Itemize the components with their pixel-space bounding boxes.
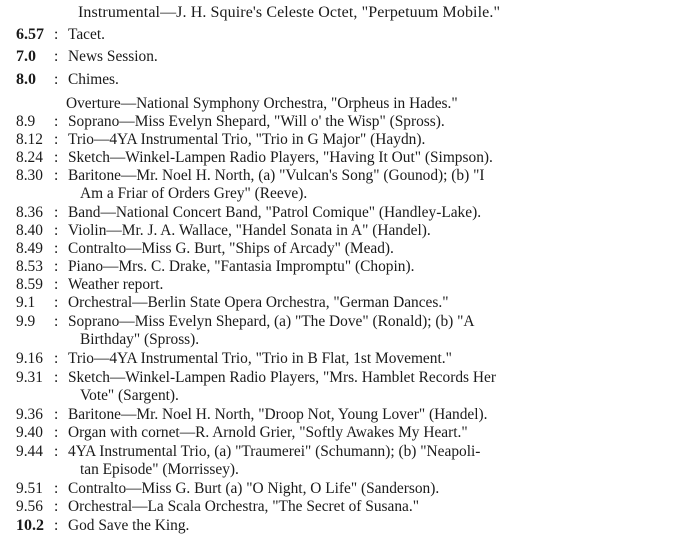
entry-text: Orchestral—Berlin State Opera Orchestra, "German Dances."	[68, 294, 449, 311]
entry-text: Tacet.	[68, 26, 105, 43]
entry-text: Contralto—Miss G. Burt, "Ships of Arcady" (Mead).	[68, 240, 394, 257]
entry-time: 9.9	[16, 313, 36, 330]
entry-colon: :	[54, 517, 59, 534]
entry-text: God Save the King.	[68, 517, 190, 534]
entry-text: 4YA Instrumental Trio, (a) "Traumerei" (Schumann); (b) "Neapoli-	[68, 443, 481, 460]
entry-colon: :	[54, 48, 59, 65]
entry-colon: :	[54, 131, 59, 148]
entry-time: 9.56	[16, 498, 43, 515]
entry-time: 8.59	[16, 276, 43, 293]
entry-time: 7.0	[16, 48, 36, 65]
entry-time: 10.2	[16, 517, 44, 534]
entry-text: Sketch—Winkel-Lampen Radio Players, "Mrs. Hamblet Records Her	[68, 369, 496, 386]
entry-time: 9.31	[16, 369, 43, 386]
entry-time: 9.44	[16, 443, 43, 460]
overture-line: Overture—National Symphony Orchestra, "Orpheus in Hades."	[66, 95, 458, 112]
entry-colon: :	[54, 480, 59, 497]
entry-colon: :	[54, 406, 59, 423]
entry-time: 9.40	[16, 424, 43, 441]
entry-time: 9.1	[16, 294, 36, 311]
entry-time: 6.57	[16, 26, 44, 43]
entry-time: 8.36	[16, 204, 43, 221]
entry-colon: :	[54, 240, 59, 257]
entry-text: Trio—4YA Instrumental Trio, "Trio in G Major" (Haydn).	[68, 131, 426, 148]
entry-text: Sketch—Winkel-Lampen Radio Players, "Having It Out" (Simpson).	[68, 149, 493, 166]
entry-colon: :	[54, 443, 59, 460]
entry-colon: :	[54, 113, 59, 130]
entry-colon: :	[54, 167, 59, 184]
entry-time: 8.12	[16, 131, 43, 148]
entry-time: 8.24	[16, 149, 43, 166]
entry-text: Soprano—Miss Evelyn Shepard, "Will o' the Wisp" (Spross).	[68, 113, 445, 130]
entry-colon: :	[54, 498, 59, 515]
entry-text: News Session.	[68, 48, 158, 65]
entry-text: Organ with cornet—R. Arnold Grier, "Softly Awakes My Heart."	[68, 424, 468, 441]
entry-colon: :	[54, 71, 59, 88]
entry-text: Weather report.	[68, 276, 164, 293]
entry-colon: :	[54, 424, 59, 441]
entry-colon: :	[54, 149, 59, 166]
entry-time: 9.51	[16, 480, 43, 497]
entry-colon: :	[54, 222, 59, 239]
entry-colon: :	[54, 204, 59, 221]
entry-colon: :	[54, 350, 59, 367]
entry-time: 9.36	[16, 406, 43, 423]
entry-colon: :	[54, 26, 59, 43]
entry-colon: :	[54, 294, 59, 311]
entry-text: Baritone—Mr. Noel H. North, "Droop Not, Young Lover" (Handel).	[68, 406, 488, 423]
entry-time: 8.30	[16, 167, 43, 184]
entry-colon: :	[54, 369, 59, 386]
entry-continuation: Am a Friar of Orders Grey" (Reeve).	[80, 185, 308, 203]
entry-text: Chimes.	[68, 71, 119, 88]
entry-time: 8.9	[16, 113, 36, 130]
entry-time: 8.40	[16, 222, 43, 239]
entry-text: Piano—Mrs. C. Drake, "Fantasia Impromptu" (Chopin).	[68, 258, 415, 275]
entry-text: Band—National Concert Band, "Patrol Comique" (Handley-Lake).	[68, 204, 482, 221]
entry-colon: :	[54, 258, 59, 275]
entry-text: Baritone—Mr. Noel H. North, (a) "Vulcan's Song" (Gounod); (b) "I	[68, 167, 485, 184]
entry-continuation: Birthday" (Spross).	[80, 331, 200, 349]
entry-time: 9.16	[16, 350, 43, 367]
entry-text: Orchestral—La Scala Orchestra, "The Secret of Susana."	[68, 498, 420, 515]
header-line: Instrumental—J. H. Squire's Celeste Octet, "Perpetuum Mobile."	[78, 4, 501, 21]
entry-text: Soprano—Miss Evelyn Shepard, (a) "The Dove" (Ronald); (b) "A	[68, 313, 475, 330]
entry-text: Trio—4YA Instrumental Trio, "Trio in B Flat, 1st Movement."	[68, 350, 452, 367]
entry-time: 8.0	[16, 71, 36, 88]
entry-text: Contralto—Miss G. Burt (a) "O Night, O Life" (Sanderson).	[68, 480, 440, 497]
entry-colon: :	[54, 313, 59, 330]
entry-time: 8.49	[16, 240, 43, 257]
entry-continuation: Vote" (Sargent).	[80, 387, 179, 405]
entry-continuation: tan Episode" (Morrissey).	[80, 461, 239, 479]
entry-time: 8.53	[16, 258, 43, 275]
entry-text: Violin—Mr. J. A. Wallace, "Handel Sonata in A" (Handel).	[68, 222, 431, 239]
entry-colon: :	[54, 276, 59, 293]
